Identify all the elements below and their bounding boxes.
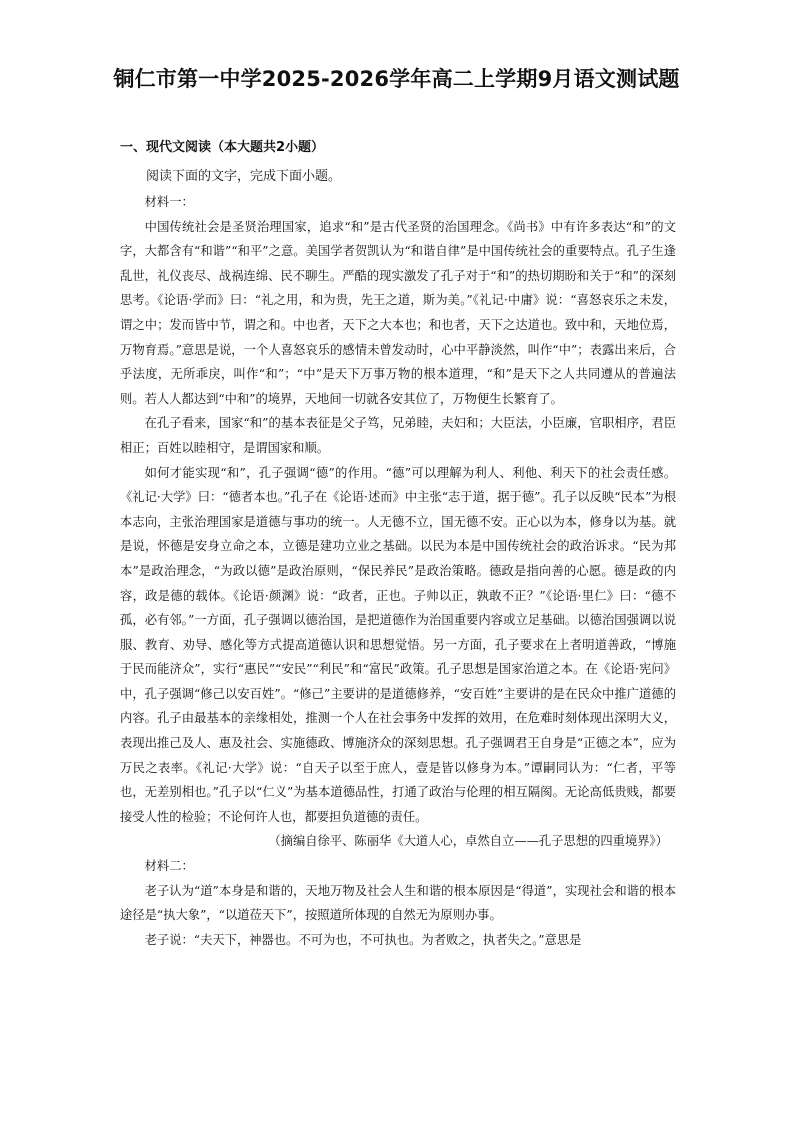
- material-two-paragraph-2: 老子说：“夫天下，神器也。不可为也，不可执也。为者败之，执者失之。”意思是: [144, 932, 582, 947]
- material-one-paragraph-2: 在孔子看来，国家“和”的基本表征是父子笃，兄弟睦，夫妇和；大臣法，小臣廉，官职相序，君臣相正；百姓以睦相守，是谓国家和顺。: [120, 416, 676, 455]
- material-one-label: 材料一：: [144, 195, 194, 209]
- instruction-text: 阅读下面的文字，完成下面小题。: [146, 169, 342, 184]
- document-title: 铜仁市第一中学2025-2026学年高二上学期9月语文测试题: [113, 67, 680, 91]
- material-two-label: 材料二：: [144, 859, 194, 874]
- material-one-source: （摘编自徐平、陈丽华《大道人心，卓然自立——孔子思想的四重境界》）: [268, 834, 668, 849]
- material-one-paragraph-3: 如何才能实现“和”，孔子强调“德”的作用。“德”可以理解为利人、利他、利天下的社会责任感。《礼记·大学》曰：“德者本也。”孔子在《论语·述而》中主张“志于道，据于德”。孔子以反映“民本”为根本志向，主张治理国家是道德与事功的统一。人无德不立，国无德不安。正心以为本，修身以为基。就是说，怀德是安身立命之本，立德是建功立业之基础。以民为本是中国传统社会的政治诉求。“民为邦本”是政治理念，“为政以德”是政治原则，“保民养民”是政治策略。德政是指向善的心愿。德是政的内容，政是德的载体。《论语·颜渊》说：“政者，正也。子帅以正，孰敢不正？”《论语·里仁》曰：“德不孤，必有邻。”一方面，孔子强调以德治国，是把道德作为治国重要内容或立足基础。以德治国强调以说服、教育、劝导、感化等方式提高道德认识和思想觉悟。另一方面，孔子要求在上者明道善政，“博施于民而能济众”，实行“惠民”“安民”“利民”和“富民”政策。孔子思想是国家治道之本。在《论语·宪问》中，孔子强调“修己以安百姓”。“修己”主要讲的是道德修养，“安百姓”主要讲的是在民众中推广道德的内容。孔子由最基本的亲缘相处，推测一个人在社会事务中发挥的效用，在危难时刻体现出深明大义，表现出推己及人、惠及社会、实施德政、博施济众的深刻思想。孔子强调君王自身是“正德之本”，应为万民之表率。《礼记·大学》说：“自天子以至于庶人，壹是皆以修身为本。”谭嗣同认为：“仁者，平等也，无差别相也。”孔子以“仁义”为基本道德品性，打通了政治与伦理的相互隔阂。无论高低贵贱，都要接受人性的检验；不论何许人也，都要担负道德的责任。: [120, 465, 676, 824]
- reading-passage: [120, 164, 676, 952]
- section-heading: 一、现代文阅读（本大题共2小题）: [120, 140, 325, 155]
- material-one-paragraph-1: 中国传统社会是圣贤治理国家，追求“和”是古代圣贤的治国理念。《尚书》中有许多表达“和”的文字，大都含有“和谐”“和平”之意。美国学者贺凯认为“和谐自律”是中国传统社会的重要特点。孔子生逢乱世，礼仪丧尽、战祸连绵、民不聊生。严酷的现实激发了孔子对于“和”的热切期盼和关于“和”的深刻思考。《论语·学而》曰：“礼之用，和为贵，先王之道，斯为美。”《礼记·中庸》说：“喜怒哀乐之未发，谓之中；发而皆中节，谓之和。中也者，天下之大本也；和也者，天下之达道也。致中和，天地位焉，万物育焉。”意思是说，一个人喜怒哀乐的感情未曾发动时，心中平静淡然，叫作“中”；表露出来后，合乎法度，无所乖戾，叫作“和”；“中”是天下万事万物的根本道理，“和”是天下之人共同遵从的普遍法则。若人人都达到“中和”的境界，天地间一切就各安其位了，万物便生长繁育了。: [120, 219, 676, 406]
- material-two-paragraph-1: 老子认为“道”本身是和谐的，天地万物及社会人生和谐的根本原因是“得道”，实现社会和谐的根本途径是“执大象”，“以道莅天下”，按照道所体现的自然无为原则办事。: [120, 883, 676, 923]
